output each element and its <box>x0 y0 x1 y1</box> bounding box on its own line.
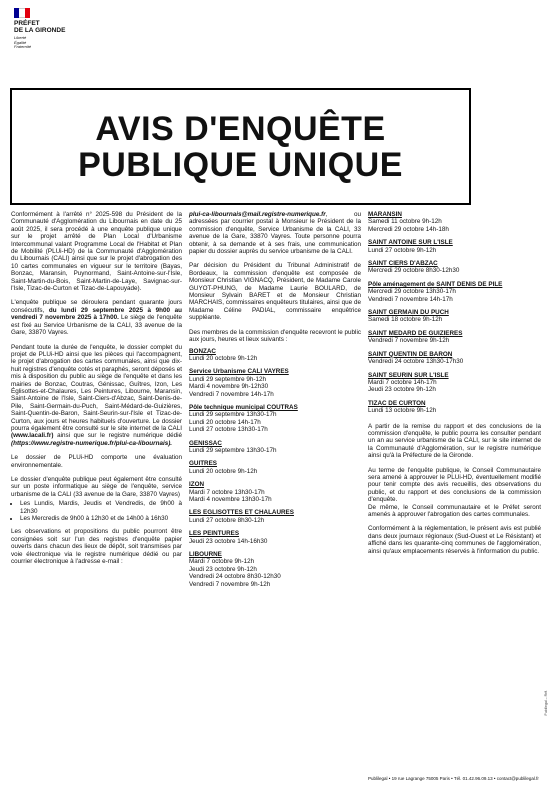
schedule-entry: Vendredi 24 octobre 8h30-12h30 <box>189 573 281 581</box>
website-link[interactable]: (www.lacali.fr) <box>11 432 54 440</box>
location-heading: MARANSIN <box>368 211 402 218</box>
location-heading: SAINT ANTOINE SUR L'ISLE <box>368 239 453 247</box>
org-line2: DE LA GIRONDE <box>14 27 66 34</box>
column-3 <box>368 211 541 562</box>
paragraph: A partir de la remise du rapport et des conclusions de la commission d'enquête, le public pourra les consulter pendant un an au service urbanisme de la CALI, sur le site internet de la Communauté d'Agglomération, sur le registre numérique ainsi qu'à la Préfecture de la Gironde. <box>368 422 541 460</box>
side-note: Publilegal – Réf. <box>544 690 548 716</box>
list-item: • Les Lundis, Mardis, Jeudis et Vendredis, de 9h00 à 12h30 <box>20 500 182 515</box>
location-heading: LES EGLISOTTES ET CHALAURES <box>189 509 294 517</box>
schedule-entry: Mardi 4 novembre 9h-12h30 <box>189 383 269 391</box>
text: Pendant toute la durée de l'enquête, le dossier complet du projet de PLUi-HD ainsi que les pièces qui l'accompagnent, le projet d'abrogation des cartes communales, ainsi que dix-huit registres d'enquête cotés et paraphés, seront déposés et mis à disposition du public au siège de l'enquête et dans les mairies de Bonzac, Coutras, Génissac, Guîtres, Izon, Les Églisottes-et-Chalaures, Les Peintures, Libourne, Maransin, Saint-Antoine de l'Isle, Saint-Ciers-d'Abzac, Saint-Denis-de-Pile, Saint-Germain-du-Puch, Saint-Médard-de-Guizières, Saint-Quentin-de-Baron, Saint-Seurin-sur-l'Isle et Tizac-de-Curton, aux jours et heures habituels d'ouverture. Le dossier pourra également être consulté sur le site internet de la CALI <box>11 343 182 432</box>
schedule-entry: Mercredi 29 octobre 13h30-17h <box>368 288 456 296</box>
paragraph: Conformément à la réglementation, le présent avis est publié dans deux journaux régionaux (Sud-Ouest et Le Résistant) et affiché dans les quarante-cinq communes de l'agglomération, ainsi qu'aux emplacements réservés à l'information du public. <box>368 525 541 555</box>
org-line1: PRÉFET <box>14 20 40 27</box>
location-heading: GENISSAC <box>189 439 222 447</box>
french-flag-icon <box>14 8 30 18</box>
schedule-entry: Jeudi 23 octobre 9h-12h <box>368 386 436 394</box>
schedule-entry: Lundi 29 septembre 9h-12h <box>189 375 267 383</box>
schedule-entry: Lundi 20 octobre 14h-17h <box>189 418 261 426</box>
paragraph: Le dossier de PLUi-HD comporte une évaluation environnementale. <box>11 454 182 469</box>
paragraph: Des membres de la commission d'enquête recevront le public aux jours, heures et lieux suivants : <box>189 328 361 344</box>
location-heading: Pôle technique municipal COUTRAS <box>189 403 298 411</box>
paragraph <box>11 299 182 336</box>
text: ainsi que sur le registre numérique dédié <box>53 432 182 440</box>
location-heading: SAINT SEURIN SUR L'ISLE <box>368 371 449 379</box>
schedule-entry: Vendredi 7 novembre 9h-12h <box>189 580 271 588</box>
title-line2: PUBLIQUE UNIQUE <box>78 145 403 184</box>
schedule-entry: Vendredi 7 novembre 9h-12h <box>368 337 450 345</box>
motto-line: Égalité <box>14 39 27 45</box>
location-heading: Pôle aménagement de SAINT DENIS DE PILE <box>368 280 503 288</box>
text: Le siège de l'enquête est fixé au Service Urbanisme de la CALI, 33 avenue de la Gare, 33870 Vayres. <box>11 314 182 337</box>
list-item: • Les Mercredis de 9h00 à 12h30 et de 14h00 à 16h30 <box>20 515 182 522</box>
schedule-entry: Lundi 20 octobre 9h-12h <box>189 354 258 362</box>
paragraph: Les observations et propositions du public pourront être consignées soit sur l'un des registres d'enquête papier ouverts dans chacun des lieux de dépôt, soit transmises par voie électronique via le registre numérique dédié ou par courrier électronique à l'adresse e-mail : <box>11 528 182 566</box>
title-box <box>10 88 471 205</box>
location-list <box>189 348 361 589</box>
location-heading: SAINT QUENTIN DE BARON <box>368 350 453 358</box>
column-2 <box>189 211 361 588</box>
location-heading: LIBOURNE <box>189 551 222 559</box>
schedule-entry: Mardi 4 novembre 13h30-17h <box>189 496 272 503</box>
schedule-entry: Vendredi 7 novembre 14h-17h <box>368 295 453 303</box>
location-heading: TIZAC DE CURTON <box>368 399 426 407</box>
location-heading: BONZAC <box>189 347 216 355</box>
location-heading: SAINT MEDARD DE GUIZIERES <box>368 329 463 337</box>
schedule-entry: Vendredi 7 novembre 14h-17h <box>189 390 274 398</box>
schedule-entry: Lundi 27 octobre 8h30-12h <box>189 516 265 524</box>
schedule-entry: Jeudi 23 octobre 9h-12h <box>189 565 257 573</box>
schedule-entry: Vendredi 24 octobre 13h30-17h30 <box>368 358 464 366</box>
registry-link[interactable]: (https://www.registre-numerique.fr/plui-ca-libournais). <box>11 439 173 447</box>
paragraph: Conformément à l'arrêté n° 2025-598 du Président de la Communauté d'Agglomération du Libournais en date du 25 août 2025, il sera procédé à une enquête publique unique sur le projet arrêté de Plan Local d'Urbanisme Intercommunal valant Programme Local de l'Habitat et Plan de Mobilité (PLUi-HD) de la Communauté d'Agglomération du Libournais (CALI) ainsi que sur le projet d'abrogation des 10 cartes communales en vigueur sur le territoire (Bayas, Bonzac, Maransin, Puynormand, Saint-Antoine-sur-l'Isle, Saint-Martin-du-Bois, Saint-Martin-de-Laye, Savignac-sur-l'Isle, Tizac-de-Curton et Tizac-de-Lapouyade). <box>11 211 182 293</box>
location-heading: IZON <box>189 481 205 489</box>
location-heading: SAINT GERMAIN DU PUCH <box>368 309 449 317</box>
schedule-entry: Samedi 11 octobre 9h-12h <box>368 218 442 226</box>
text: , ou adressées par courrier postal à Monsieur le Président de la commission d'enquête, Service Urbanisme de la CALI, 33 avenue de la Gare, 33870 Vayres. Toute personne pourra obtenir, à sa demande et à ses frais, une communication papier du dossier auprès du service urbanisme de la CALI. <box>189 211 361 256</box>
motto-line: Fraternité <box>14 44 32 49</box>
schedule-entry: Lundi 29 septembre 13h30-17h <box>189 446 277 454</box>
location-heading: Service Urbanisme CALI VAYRES <box>189 368 289 376</box>
schedule-entry: Mercredi 29 octobre 8h30-12h30 <box>368 267 460 275</box>
title-line1: AVIS D'ENQUÊTE <box>95 109 386 148</box>
text: L'enquête publique se déroulera pendant quarante jours consécutifs, <box>11 299 182 314</box>
schedule-entry: Jeudi 23 octobre 14h-16h30 <box>189 537 268 545</box>
schedule-entry: Mardi 7 octobre 9h-12h <box>189 558 255 566</box>
schedule-entry: Samedi 18 octobre 9h-12h <box>368 316 443 324</box>
schedule-entry: Mardi 7 octobre 14h-17h <box>368 378 437 386</box>
paragraph: Par décision du Président du Tribunal Administratif de Bordeaux, la commission d'enquête est composée de Monsieur Christian VIGNACQ, Président, de Madame Carole GUYOT-PHUNG, de Madame Laurie BOULARD, de Monsieur Sylvain BARET et de Monsieur Christian MARCHAIS, commissaires enquêteurs titulaires, ainsi que de Madame Céline PADIAL, commissaire enquêtrice suppléante. <box>189 262 361 322</box>
footer: Publilegal • 19 rue Lagrange 75005 Paris • Tél. 01.42.96.09.13 • contact@publilegal.fr <box>368 776 539 781</box>
email-link[interactable]: plui-ca-libournais@mail.registre-numerique.fr <box>189 211 326 218</box>
paragraph: Le dossier d'enquête publique peut également être consulté sur un poste informatique au siège de l'enquête, service urbanisme de la CALI (33 avenue de la Gare, 33870 Vayres) <box>11 476 182 498</box>
schedule-entry: Lundi 29 septembre 13h30-17h <box>189 411 277 419</box>
paragraph: Au terme de l'enquête publique, le Conseil Communautaire sera amené à approuver le PLUi-HD, éventuellement modifié pour tenir compte des avis recueillis, des observations du public, et du rapport et des conclusions de la commission d'enquête. <box>368 466 541 504</box>
location-heading: LES PEINTURES <box>189 530 240 538</box>
location-heading: SAINT CIERS D'ABZAC <box>368 260 438 268</box>
location-heading: GUITRES <box>189 460 217 468</box>
location-list <box>368 211 541 415</box>
hours-list <box>11 500 182 522</box>
schedule-entry: Lundi 27 octobre 9h-12h <box>368 246 437 254</box>
schedule-entry: Mercredi 29 octobre 14h-18h <box>368 225 449 233</box>
dates-bold: du lundi 29 septembre 2025 à 9h00 au vendredi 7 novembre 2025 à 17h00. <box>11 306 182 322</box>
paragraph <box>11 344 182 448</box>
prefecture-logo <box>14 8 104 50</box>
column-1 <box>11 211 182 572</box>
motto-line: Liberté <box>14 35 27 40</box>
schedule-entry: Lundi 27 octobre 13h30-17h <box>189 426 268 434</box>
schedule-entry: Lundi 20 octobre 9h-12h <box>189 467 258 475</box>
schedule-entry: Lundi 13 octobre 9h-12h <box>368 407 437 415</box>
paragraph: De même, le Conseil communautaire et le Préfet seront amenés à approuver l'abrogation des cartes communales. <box>368 503 541 518</box>
paragraph <box>189 211 361 255</box>
motto <box>14 36 104 50</box>
schedule-entry: Mardi 7 octobre 13h30-17h <box>189 488 265 496</box>
